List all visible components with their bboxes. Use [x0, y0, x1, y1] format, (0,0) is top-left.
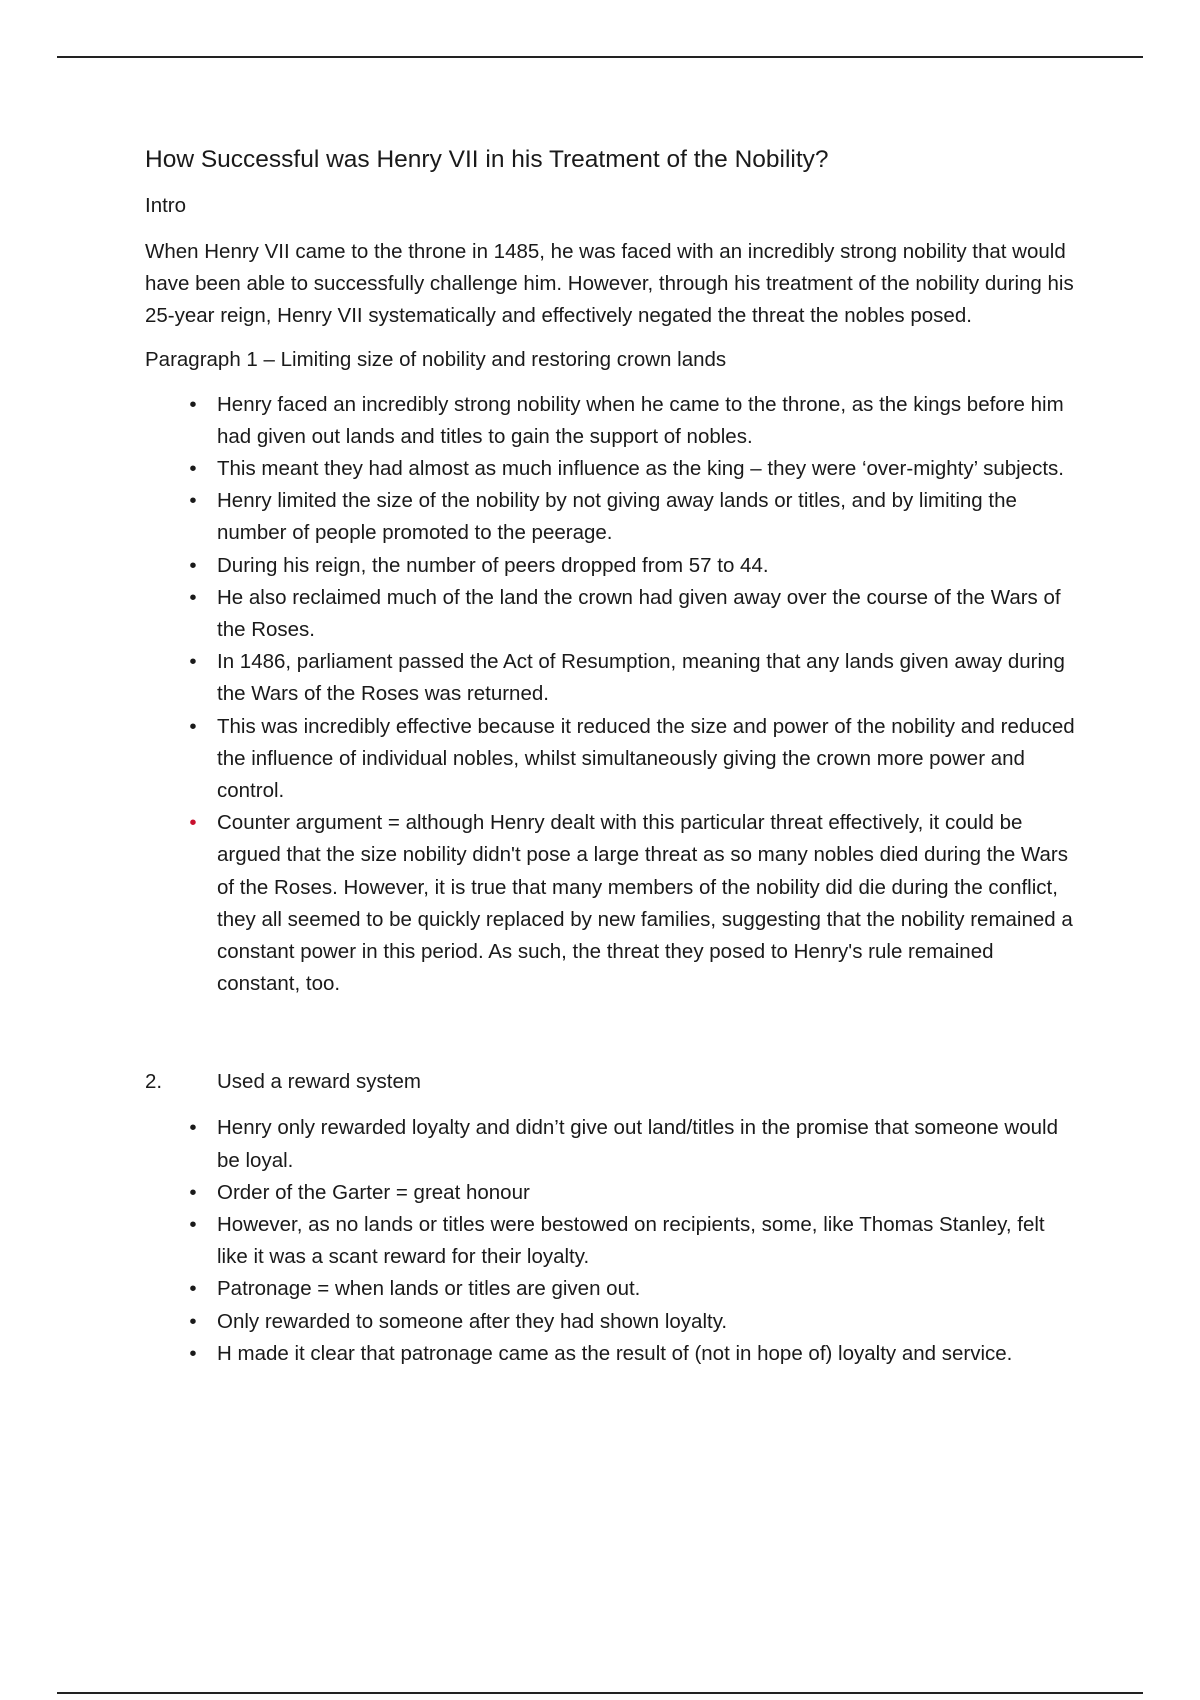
- bullet-icon: •: [189, 714, 197, 738]
- bullet-icon: •: [189, 1309, 197, 1333]
- list-item-text: Henry only rewarded loyalty and didn’t give out land/titles in the promise that someone would be loyal.: [217, 1116, 1058, 1172]
- list-item: [145, 485, 1075, 549]
- list-item-text: Order of the Garter = great honour: [217, 1180, 530, 1204]
- bullet-icon: •: [189, 1213, 197, 1237]
- list-item-text: H made it clear that patronage came as the result of (not in hope of) loyalty and service.: [217, 1341, 1013, 1365]
- footer-rule: [57, 1692, 1143, 1694]
- red-bullet-icon: •: [189, 811, 197, 835]
- section-2-heading: [145, 1066, 1075, 1098]
- bullet-icon: •: [189, 489, 197, 513]
- header-rule: [57, 56, 1143, 58]
- list-item: [145, 1177, 1075, 1209]
- list-item-text: Counter argument = although Henry dealt with this particular threat effectively, it could be argued that the size nobility didn't pose a large threat as so many nobles died during the Wars of the Roses. However, it is true that many members of the nobility did die during the conflict, they all seemed to be quickly replaced by new families, suggesting that the nobility remained a constant power in this period. As such, the threat they posed to Henry's rule remained constant, too.: [217, 811, 1073, 996]
- list-item: [145, 389, 1075, 453]
- bullet-icon: •: [189, 585, 197, 609]
- list-item-text: In 1486, parliament passed the Act of Resumption, meaning that any lands given away during the Wars of the Roses was returned.: [217, 650, 1065, 706]
- list-item: [145, 550, 1075, 582]
- bullet-icon: •: [189, 1116, 197, 1140]
- bullet-icon: •: [189, 392, 197, 416]
- list-item: [145, 1209, 1075, 1273]
- bullet-icon: •: [189, 457, 197, 481]
- list-item-text: Only rewarded to someone after they had shown loyalty.: [217, 1309, 728, 1333]
- list-item: [145, 582, 1075, 646]
- list-item: [145, 711, 1075, 808]
- bullet-icon: •: [189, 1180, 197, 1204]
- list-item-text: Patronage = when lands or titles are given out.: [217, 1277, 641, 1301]
- list-item-text: During his reign, the number of peers dropped from 57 to 44.: [217, 553, 769, 577]
- list-item: [145, 646, 1075, 710]
- list-item-text: However, as no lands or titles were bestowed on recipients, some, like Thomas Stanley, felt like it was a scant reward for their loyalty.: [217, 1213, 1045, 1269]
- list-item-text: This meant they had almost as much influence as the king – they were ‘over-mighty’ subjects.: [217, 457, 1064, 481]
- list-item: [145, 1338, 1075, 1370]
- list-item-text: Henry limited the size of the nobility by not giving away lands or titles, and by limiting the number of people promoted to the peerage.: [217, 489, 1017, 545]
- section-number: 2.: [145, 1070, 163, 1094]
- section-2-title: Used a reward system: [217, 1070, 421, 1094]
- paragraph-1-heading: Paragraph 1 – Limiting size of nobility and restoring crown lands: [145, 347, 727, 371]
- intro-paragraph: When Henry VII came to the throne in 1485, he was faced with an incredibly strong nobility that would have been able to successfully challenge him. However, through his treatment of the nobility during his 25-year reign, Henry VII systematically and effectively negated the threat the nobles posed.: [145, 240, 1074, 328]
- list-item-text: He also reclaimed much of the land the crown had given away over the course of the Wars of the Roses.: [217, 585, 1061, 642]
- bullet-icon: •: [189, 1341, 197, 1365]
- list-item-text: This was incredibly effective because it reduced the size and power of the nobility and reduced the influence of individual nobles, whilst simultaneously giving the crown more power and control.: [217, 714, 1075, 803]
- list-item: [145, 1273, 1075, 1305]
- paragraph-1-bullet-list: [145, 389, 1075, 1001]
- document-page: [145, 143, 1075, 1370]
- bullet-icon: •: [189, 553, 197, 577]
- bullet-icon: •: [189, 650, 197, 674]
- list-item: [145, 453, 1075, 485]
- intro-label: Intro: [145, 194, 187, 217]
- bullet-icon: •: [189, 1277, 197, 1301]
- document-title: How Successful was Henry VII in his Treatment of the Nobility?: [145, 146, 829, 173]
- counter-argument-item: [145, 807, 1075, 1000]
- list-item-text: Henry faced an incredibly strong nobility when he came to the throne, as the kings before him had given out lands and titles to gain the support of nobles.: [217, 392, 1064, 448]
- section-2-bullet-list: [145, 1112, 1075, 1370]
- list-item: [145, 1306, 1075, 1338]
- list-item: [145, 1112, 1075, 1176]
